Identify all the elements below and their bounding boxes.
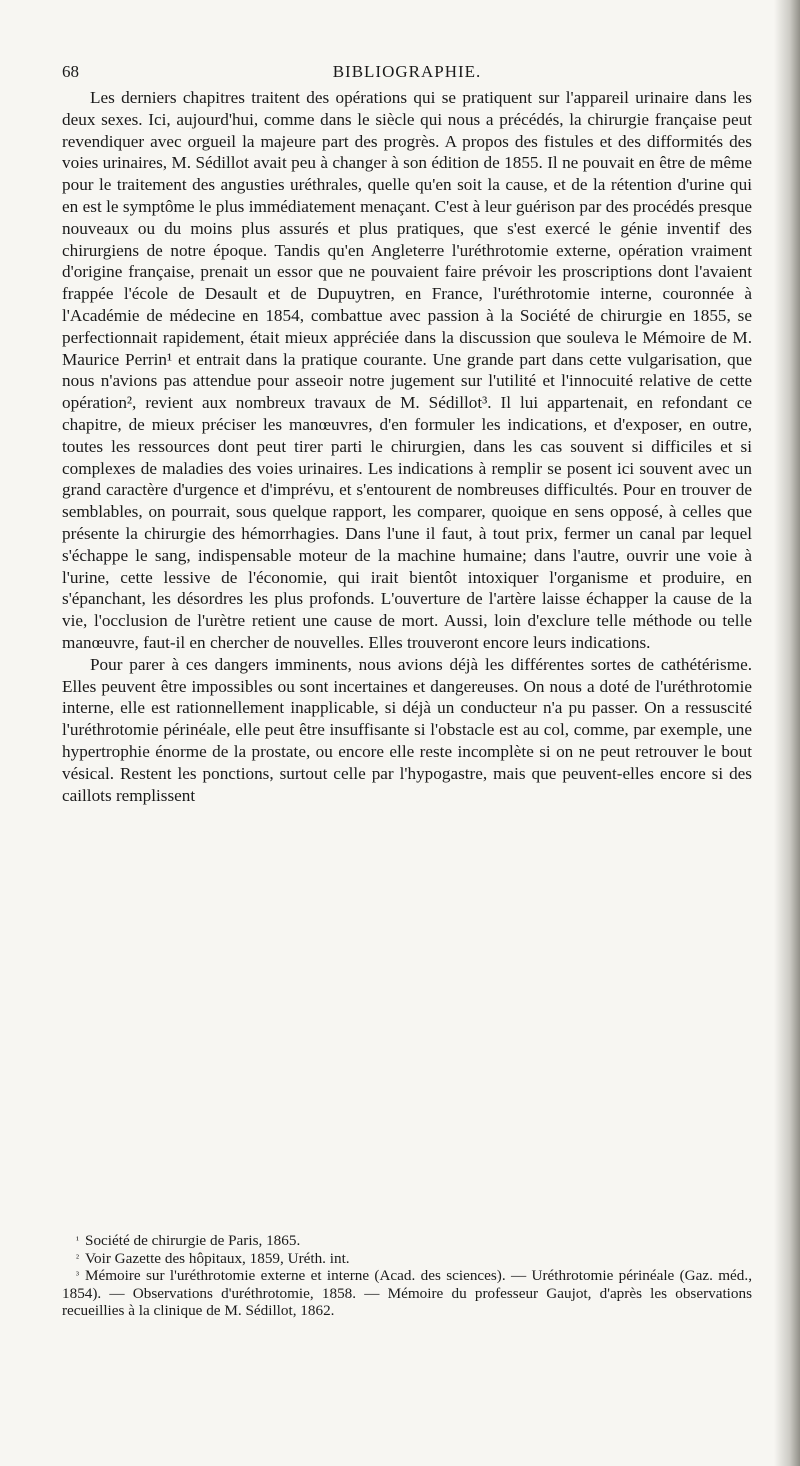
footnote-text: Société de chirurgie de Paris, 1865. bbox=[85, 1232, 301, 1249]
running-title: BIBLIOGRAPHIE. bbox=[332, 62, 482, 81]
footnote-mark: ² bbox=[76, 1252, 79, 1264]
footnote-text: Mémoire sur l'uréthrotomie externe et interne (Acad. des sciences). — Uréthrotomie périnéale (Gaz. méd., 1854). — Observations d'uréthrotomie, 1858. — Mémoire du professeur Gaujot, d'après les observations recueillies à la clinique de M. Sédillot, 1862. bbox=[62, 1267, 752, 1320]
footnotes bbox=[62, 1232, 752, 1320]
footnote bbox=[62, 1232, 752, 1250]
footnote bbox=[62, 1250, 752, 1268]
page-number: 68 bbox=[62, 62, 79, 81]
body-text bbox=[62, 87, 752, 806]
footnote bbox=[62, 1267, 752, 1320]
page-header bbox=[62, 62, 752, 88]
footnote-text: Voir Gazette des hôpitaux, 1859, Uréth. int. bbox=[85, 1249, 350, 1267]
footnote-mark: ³ bbox=[76, 1270, 79, 1282]
paragraph: Pour parer à ces dangers imminents, nous avions déjà les différentes sortes de cathétérisme. Elles peuvent être impossibles ou sont incertaines et dangereuses. On nous a doté de l'uréthrotomie interne, elle est rationnellement inapplicable, si déjà un conducteur n'a pu passer. On a ressuscité l'uréthrotomie périnéale, elle peut être insuffisante si l'obstacle est au col, comme, par exemple, une hypertrophie énorme de la prostate, ou encore elle reste incomplète si on ne peut retrouver le bout vésical. Restent les ponctions, surtout celle par l'hypogastre, mais que peuvent-elles encore si des caillots remplissent bbox=[62, 654, 752, 805]
paragraph: Les derniers chapitres traitent des opérations qui se pratiquent sur l'appareil urinaire dans les deux sexes. Ici, aujourd'hui, comme dans le siècle qui nous a précédés, la chirurgie française peut revendiquer avec orgueil la majeure part des progrès. A propos des fistules et des difformités des voies urinaires, M. Sédillot avait peu à changer à son édition de 1855. Il ne pouvait en être de même pour le traitement des angusties uréthrales, quelle qu'en soit la cause, et de la rétention d'urine qui en est le symptôme le plus immédiatement menaçant. C'est à leur guérison par des procédés presque nouveaux ou du moins plus assurés et plus pratiques, que s'est exercé le génie inventif des chirurgiens de notre époque. Tandis qu'en Angleterre l'uréthrotomie externe, opération vraiment d'origine française, prenait un essor que ne pouvaient faire prévoir les proscriptions dont l'avaient frappée l'école de Desault et de Dupuytren, en France, l'uréthrotomie interne, couronnée à l'Académie de médecine en 1854, combattue avec passion à la Société de chirurgie en 1855, se perfectionnait rapidement, était mieux appréciée dans la discussion que souleva le Mémoire de M. Maurice Perrin¹ et entrait dans la pratique courante. Une grande part dans cette vulgarisation, que nous n'avions pas attendue pour asseoir notre jugement sur l'utilité et l'innocuité relative de cette opération², revient aux nombreux travaux de M. Sédillot³. Il lui appartenait, en refondant ce chapitre, de mieux préciser les manœuvres, d'en formuler les indications, et d'exposer, en outre, toutes les ressources dont peut tirer parti le chirurgien, dans les cas souvent si difficiles et si complexes de maladies des voies urinaires. Les indications à remplir se posent ici souvent avec un grand caractère d'urgence et d'imprévu, et s'entourent de nombreuses difficultés. Pour en trouver de semblables, on pourrait, sous quelque rapport, les comparer, quoique en sens opposé, à celles que présente la chirurgie des hémorrhagies. Dans l'une il faut, à tout prix, fermer un canal par lequel s'échappe le sang, indispensable moteur de la machine humaine; dans l'autre, ouvrir une voie à l'urine, cette lessive de l'économie, qui irait bientôt intoxiquer l'organisme et produire, en s'épanchant, les désordres les plus profonds. L'ouverture de l'artère laisse échapper la cause de la vie, l'occlusion de l'urètre retient une cause de mort. Aussi, loin d'exclure telle méthode ou telle manœuvre, faut-il en chercher de nouvelles. Elles trouveront encore leurs indications. bbox=[62, 88, 752, 652]
footnote-mark: ¹ bbox=[76, 1235, 79, 1246]
page-edge-shadow bbox=[774, 0, 800, 1466]
